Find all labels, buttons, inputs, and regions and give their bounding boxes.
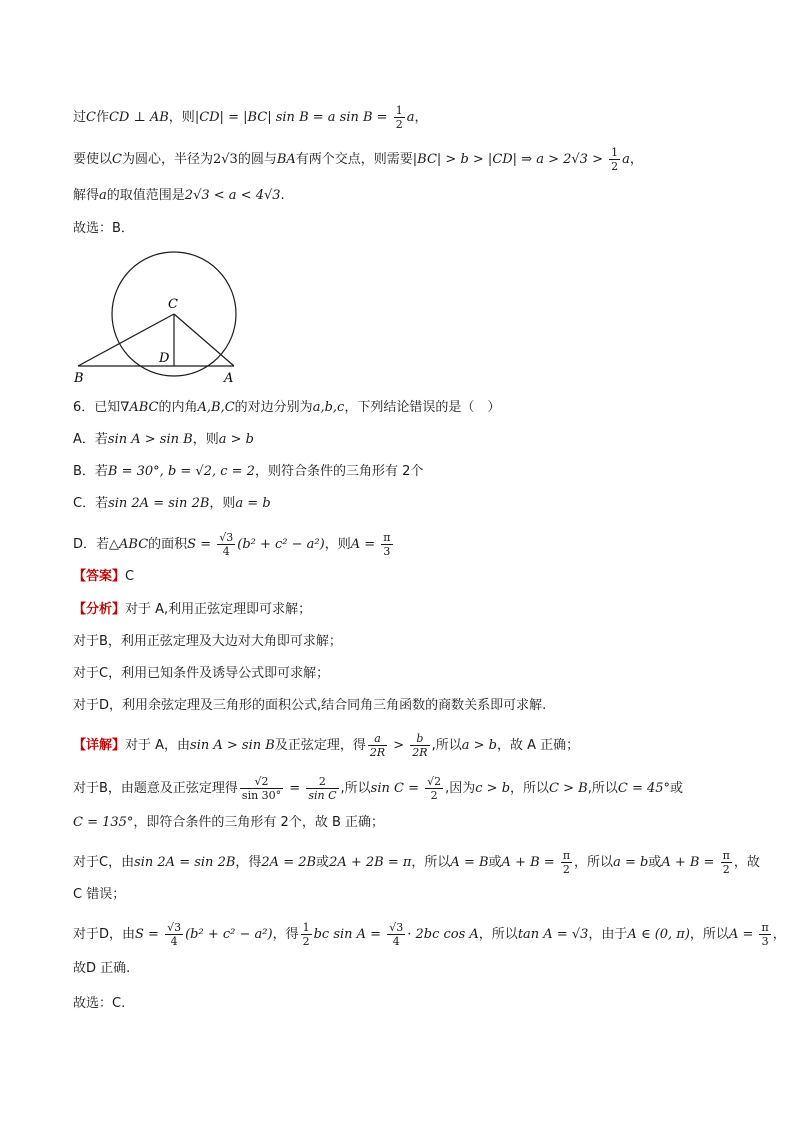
q6-option-d: D．若△ABC的面积S = $\frac{√3}{4}$ (b² + c² − a²)，则A = $\frac{\pi}{3}$ <box>73 531 391 558</box>
label-a: A <box>224 371 234 386</box>
triangle-circle-figure <box>66 250 246 390</box>
text-line-3: 解得a的取值范围是2√3 < a < 4√3. <box>73 188 285 203</box>
detail-d-line-2: 故D 正确. <box>73 961 131 976</box>
text-line-2: 要使以C为圆心，半径为2√3的圆与BA有两个交点，则需要|BC| > b > |CD| ⇒ a > 2√3 > $\frac{1}{2}$ a， <box>73 146 643 173</box>
detail-c-line-2: C 错误； <box>73 887 126 902</box>
q6-stem: 6．已知∇ABC的内角A,B,C的对边分别为a,b,c，下列结论错误的是（ ） <box>73 400 501 415</box>
detail-a: 【详解】对于 A，由sin A > sin B及正弦定理，得 $\frac{a}{2R}$ > $\frac{b}{2R}$ ,所以a > b，故 A 正确； <box>73 732 580 759</box>
q6-option-a: A．若sin A > sin B，则a > b <box>73 432 254 447</box>
detail-c-line-1: 对于C，由sin 2A = sin 2B，得2A = 2B或2A + 2B = π，所以A = B或A + B = $\frac{\pi}{2}$ ，所以a = b或A + B = $\frac{\pi}{2}$ ，故 <box>73 849 760 876</box>
answer-line: 【答案】C <box>73 569 135 584</box>
label-b: B <box>74 371 84 386</box>
segment-ca <box>174 314 234 366</box>
detail-end: 故选：C. <box>73 996 126 1011</box>
q6-option-c: C．若sin 2A = sin 2B，则a = b <box>73 496 271 511</box>
analysis-line-3: 对于C，利用已知条件及诱导公式即可求解； <box>73 666 330 681</box>
detail-b-line-2: C = 135°，即符合条件的三角形有 2个，故 B 正确； <box>73 815 385 830</box>
label-c: C <box>168 297 178 312</box>
detail-b-line-1: 对于B，由题意及正弦定理得 $\frac{√2}{\sin 30^\circ}$ = $\frac{2}{\text{sin C}}$ ,所以sin C = $\frac{√2}{2}$ ,因为c > b，所以C > B,所以C = 45°或 <box>73 775 684 802</box>
text-line-4: 故选：B． <box>73 221 134 236</box>
analysis-line-4: 对于D，利用余弦定理及三角形的面积公式,结合同角三角函数的商数关系即可求解. <box>73 698 547 713</box>
label-d: D <box>159 351 170 366</box>
text-line-1: 过C作CD ⊥ AB，则|CD| = |BC| sin B = a sin B = $\frac{1}{2}$ a， <box>73 104 428 131</box>
analysis-line-1: 【分析】对于 A,利用正弦定理即可求解； <box>73 602 312 617</box>
detail-d-line-1: 对于D，由S = $\frac{√3}{4}$ (b² + c² − a²)，得 $\frac{1}{2}$ bc sin A = $\frac{√3}{4}$ · 2bc cos A，所以tan A = √3，由于A ∈ (0, π)，所以A = $\frac{\pi}{3}$ ， <box>73 921 786 948</box>
q6-option-b: B．若B = 30°, b = √2, c = 2，则符合条件的三角形有 2个 <box>73 464 424 479</box>
analysis-line-2: 对于B，利用正弦定理及大边对大角即可求解； <box>73 634 342 649</box>
